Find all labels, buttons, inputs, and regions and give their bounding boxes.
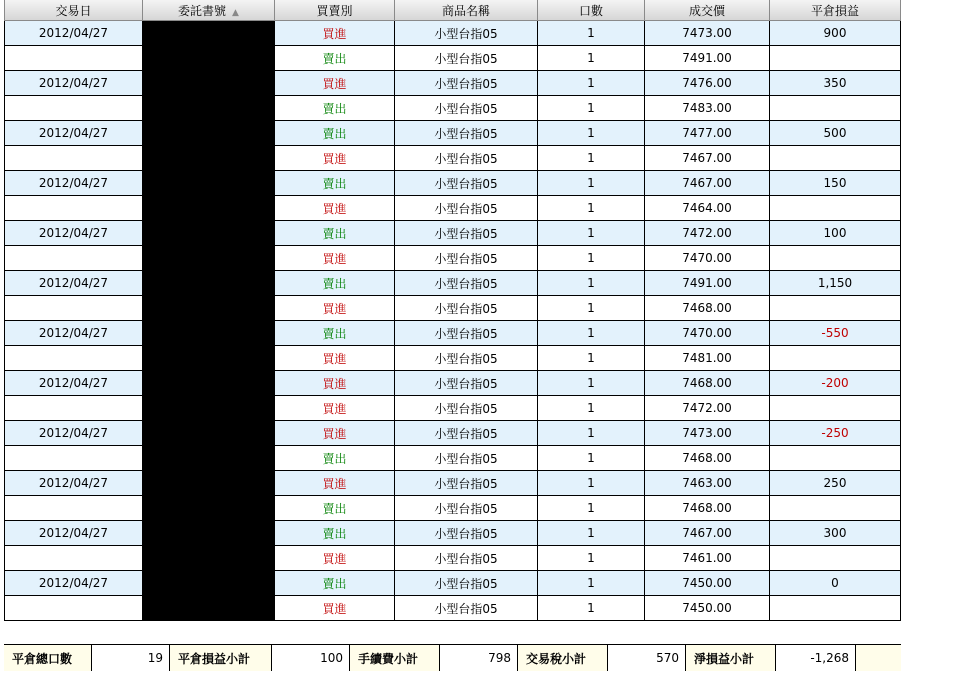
- cell-pnl: [770, 446, 901, 471]
- tax-subtotal-label: 交易稅小計: [518, 645, 608, 671]
- cell-trade-date: [5, 296, 143, 321]
- table-row[interactable]: [5, 546, 901, 571]
- sort-asc-icon: ▲: [232, 7, 239, 18]
- cell-side: 買進: [275, 371, 395, 396]
- cell-order-no-redacted: [143, 396, 275, 421]
- cell-price: 7450.00: [645, 571, 770, 596]
- cell-order-no-redacted: [143, 521, 275, 546]
- cell-price: 7470.00: [645, 321, 770, 346]
- table-row[interactable]: [5, 596, 901, 621]
- cell-side: 買進: [275, 421, 395, 446]
- cell-qty: 1: [538, 196, 645, 221]
- cell-order-no-redacted: [143, 196, 275, 221]
- cell-product: 小型台指05: [395, 371, 538, 396]
- cell-side: 買進: [275, 346, 395, 371]
- table-row[interactable]: [5, 271, 901, 296]
- cell-side: 賣出: [275, 496, 395, 521]
- cell-order-no-redacted: [143, 146, 275, 171]
- cell-trade-date: [5, 146, 143, 171]
- col-header-side[interactable]: 買賣別: [275, 0, 395, 21]
- cell-side: 買進: [275, 546, 395, 571]
- cell-qty: 1: [538, 496, 645, 521]
- cell-price: 7483.00: [645, 96, 770, 121]
- cell-product: 小型台指05: [395, 471, 538, 496]
- cell-price: 7473.00: [645, 421, 770, 446]
- cell-order-no-redacted: [143, 221, 275, 246]
- col-header-qty[interactable]: 口數: [538, 0, 645, 21]
- col-header-price[interactable]: 成交價: [645, 0, 770, 21]
- cell-product: 小型台指05: [395, 496, 538, 521]
- cell-qty: 1: [538, 521, 645, 546]
- cell-side: 賣出: [275, 221, 395, 246]
- cell-pnl: 500: [770, 121, 901, 146]
- table-row[interactable]: [5, 496, 901, 521]
- cell-qty: 1: [538, 146, 645, 171]
- cell-side: 買進: [275, 146, 395, 171]
- table-row[interactable]: [5, 396, 901, 421]
- cell-pnl: 150: [770, 171, 901, 196]
- cell-price: 7476.00: [645, 71, 770, 96]
- cell-product: 小型台指05: [395, 421, 538, 446]
- cell-trade-date: [5, 246, 143, 271]
- cell-trade-date: [5, 596, 143, 621]
- cell-product: 小型台指05: [395, 446, 538, 471]
- cell-side: 買進: [275, 396, 395, 421]
- cell-pnl: [770, 296, 901, 321]
- fee-subtotal-label: 手續費小計: [350, 645, 440, 671]
- cell-side: 賣出: [275, 321, 395, 346]
- cell-qty: 1: [538, 396, 645, 421]
- cell-product: 小型台指05: [395, 71, 538, 96]
- table-row[interactable]: [5, 21, 901, 46]
- cell-trade-date: 2012/04/27: [5, 271, 143, 296]
- table-row[interactable]: [5, 296, 901, 321]
- cell-price: 7468.00: [645, 496, 770, 521]
- cell-price: 7473.00: [645, 21, 770, 46]
- cell-qty: 1: [538, 371, 645, 396]
- cell-price: 7450.00: [645, 596, 770, 621]
- cell-order-no-redacted: [143, 321, 275, 346]
- cell-order-no-redacted: [143, 471, 275, 496]
- table-row[interactable]: [5, 371, 901, 396]
- cell-trade-date: 2012/04/27: [5, 221, 143, 246]
- cell-qty: 1: [538, 296, 645, 321]
- cell-trade-date: [5, 96, 143, 121]
- cell-trade-date: 2012/04/27: [5, 71, 143, 96]
- cell-product: 小型台指05: [395, 146, 538, 171]
- cell-side: 賣出: [275, 96, 395, 121]
- cell-price: 7472.00: [645, 221, 770, 246]
- cell-order-no-redacted: [143, 371, 275, 396]
- cell-qty: 1: [538, 221, 645, 246]
- col-header-order-no[interactable]: 委託書號 ▲: [143, 0, 275, 21]
- table-row[interactable]: [5, 571, 901, 596]
- cell-qty: 1: [538, 346, 645, 371]
- cell-pnl: [770, 96, 901, 121]
- cell-side: 賣出: [275, 271, 395, 296]
- total-closed-qty-label: 平倉總口數: [4, 645, 92, 671]
- cell-qty: 1: [538, 446, 645, 471]
- cell-side: 賣出: [275, 121, 395, 146]
- table-row[interactable]: [5, 446, 901, 471]
- cell-trade-date: [5, 546, 143, 571]
- cell-product: 小型台指05: [395, 96, 538, 121]
- cell-price: 7463.00: [645, 471, 770, 496]
- cell-pnl: -550: [770, 321, 901, 346]
- cell-pnl: -250: [770, 421, 901, 446]
- table-row[interactable]: [5, 146, 901, 171]
- cell-pnl: 250: [770, 471, 901, 496]
- cell-order-no-redacted: [143, 121, 275, 146]
- cell-pnl: [770, 196, 901, 221]
- cell-side: 賣出: [275, 171, 395, 196]
- closed-pnl-subtotal-value: 100: [272, 645, 350, 671]
- cell-order-no-redacted: [143, 271, 275, 296]
- cell-product: 小型台指05: [395, 571, 538, 596]
- cell-price: 7468.00: [645, 371, 770, 396]
- cell-qty: 1: [538, 21, 645, 46]
- cell-trade-date: 2012/04/27: [5, 571, 143, 596]
- cell-price: 7470.00: [645, 246, 770, 271]
- table-row[interactable]: [5, 96, 901, 121]
- cell-trade-date: [5, 196, 143, 221]
- cell-product: 小型台指05: [395, 296, 538, 321]
- cell-pnl: [770, 596, 901, 621]
- cell-product: 小型台指05: [395, 171, 538, 196]
- table-row[interactable]: [5, 421, 901, 446]
- cell-side: 賣出: [275, 571, 395, 596]
- table-row[interactable]: [5, 121, 901, 146]
- cell-product: 小型台指05: [395, 21, 538, 46]
- cell-price: 7491.00: [645, 271, 770, 296]
- cell-qty: 1: [538, 271, 645, 296]
- cell-order-no-redacted: [143, 171, 275, 196]
- cell-pnl: [770, 46, 901, 71]
- cell-order-no-redacted: [143, 421, 275, 446]
- cell-product: 小型台指05: [395, 346, 538, 371]
- table-row[interactable]: [5, 471, 901, 496]
- trade-table: [4, 0, 901, 621]
- cell-pnl: 300: [770, 521, 901, 546]
- cell-product: 小型台指05: [395, 196, 538, 221]
- summary-bar: [4, 644, 901, 671]
- cell-trade-date: [5, 396, 143, 421]
- cell-side: 買進: [275, 21, 395, 46]
- cell-price: 7491.00: [645, 46, 770, 71]
- cell-side: 買進: [275, 246, 395, 271]
- cell-side: 買進: [275, 596, 395, 621]
- header-row: [5, 0, 901, 21]
- cell-product: 小型台指05: [395, 271, 538, 296]
- cell-order-no-redacted: [143, 296, 275, 321]
- cell-pnl: 900: [770, 21, 901, 46]
- cell-trade-date: [5, 446, 143, 471]
- cell-price: 7472.00: [645, 396, 770, 421]
- cell-pnl: [770, 496, 901, 521]
- cell-qty: 1: [538, 471, 645, 496]
- cell-product: 小型台指05: [395, 546, 538, 571]
- cell-pnl: [770, 546, 901, 571]
- cell-pnl: -200: [770, 371, 901, 396]
- cell-qty: 1: [538, 71, 645, 96]
- cell-order-no-redacted: [143, 246, 275, 271]
- table-row[interactable]: [5, 46, 901, 71]
- cell-trade-date: 2012/04/27: [5, 371, 143, 396]
- cell-product: 小型台指05: [395, 221, 538, 246]
- cell-pnl: 100: [770, 221, 901, 246]
- cell-trade-date: 2012/04/27: [5, 121, 143, 146]
- cell-qty: 1: [538, 96, 645, 121]
- cell-pnl: 350: [770, 71, 901, 96]
- cell-price: 7468.00: [645, 446, 770, 471]
- cell-price: 7468.00: [645, 296, 770, 321]
- cell-side: 買進: [275, 471, 395, 496]
- cell-price: 7477.00: [645, 121, 770, 146]
- table-row[interactable]: [5, 221, 901, 246]
- cell-price: 7464.00: [645, 196, 770, 221]
- cell-qty: 1: [538, 421, 645, 446]
- table-row[interactable]: [5, 246, 901, 271]
- cell-order-no-redacted: [143, 71, 275, 96]
- cell-price: 7481.00: [645, 346, 770, 371]
- cell-product: 小型台指05: [395, 521, 538, 546]
- cell-trade-date: 2012/04/27: [5, 421, 143, 446]
- col-header-trade-date[interactable]: 交易日: [5, 0, 143, 21]
- cell-side: 賣出: [275, 46, 395, 71]
- cell-pnl: [770, 146, 901, 171]
- tax-subtotal-value: 570: [608, 645, 686, 671]
- cell-trade-date: 2012/04/27: [5, 171, 143, 196]
- table-row[interactable]: [5, 321, 901, 346]
- cell-qty: 1: [538, 571, 645, 596]
- cell-side: 買進: [275, 196, 395, 221]
- col-header-product[interactable]: 商品名稱: [395, 0, 538, 21]
- cell-qty: 1: [538, 246, 645, 271]
- cell-pnl: [770, 346, 901, 371]
- cell-qty: 1: [538, 596, 645, 621]
- cell-order-no-redacted: [143, 596, 275, 621]
- net-pnl-subtotal-value: -1,268: [776, 645, 856, 671]
- cell-pnl: [770, 246, 901, 271]
- table-row[interactable]: [5, 171, 901, 196]
- cell-trade-date: [5, 496, 143, 521]
- cell-product: 小型台指05: [395, 596, 538, 621]
- cell-qty: 1: [538, 321, 645, 346]
- net-pnl-subtotal-label: 淨損益小計: [686, 645, 776, 671]
- cell-trade-date: 2012/04/27: [5, 21, 143, 46]
- cell-price: 7467.00: [645, 171, 770, 196]
- total-closed-qty-value: 19: [92, 645, 170, 671]
- cell-price: 7461.00: [645, 546, 770, 571]
- cell-side: 賣出: [275, 446, 395, 471]
- cell-side: 買進: [275, 71, 395, 96]
- cell-trade-date: [5, 46, 143, 71]
- cell-side: 買進: [275, 296, 395, 321]
- cell-price: 7467.00: [645, 521, 770, 546]
- table-row[interactable]: [5, 196, 901, 221]
- cell-trade-date: 2012/04/27: [5, 471, 143, 496]
- cell-qty: 1: [538, 171, 645, 196]
- cell-pnl: [770, 396, 901, 421]
- cell-qty: 1: [538, 121, 645, 146]
- table-row[interactable]: [5, 71, 901, 96]
- cell-order-no-redacted: [143, 346, 275, 371]
- cell-price: 7467.00: [645, 146, 770, 171]
- cell-product: 小型台指05: [395, 321, 538, 346]
- cell-order-no-redacted: [143, 21, 275, 46]
- table-row[interactable]: [5, 521, 901, 546]
- fee-subtotal-value: 798: [440, 645, 518, 671]
- cell-pnl: 0: [770, 571, 901, 596]
- cell-qty: 1: [538, 46, 645, 71]
- cell-trade-date: 2012/04/27: [5, 521, 143, 546]
- col-header-pnl[interactable]: 平倉損益: [770, 0, 901, 21]
- cell-side: 賣出: [275, 521, 395, 546]
- cell-order-no-redacted: [143, 446, 275, 471]
- cell-order-no-redacted: [143, 46, 275, 71]
- cell-order-no-redacted: [143, 571, 275, 596]
- cell-order-no-redacted: [143, 496, 275, 521]
- cell-order-no-redacted: [143, 96, 275, 121]
- cell-trade-date: [5, 346, 143, 371]
- cell-trade-date: 2012/04/27: [5, 321, 143, 346]
- cell-product: 小型台指05: [395, 121, 538, 146]
- cell-product: 小型台指05: [395, 46, 538, 71]
- closed-pnl-subtotal-label: 平倉損益小計: [170, 645, 272, 671]
- cell-product: 小型台指05: [395, 246, 538, 271]
- cell-order-no-redacted: [143, 546, 275, 571]
- cell-product: 小型台指05: [395, 396, 538, 421]
- cell-qty: 1: [538, 546, 645, 571]
- table-row[interactable]: [5, 346, 901, 371]
- cell-pnl: 1,150: [770, 271, 901, 296]
